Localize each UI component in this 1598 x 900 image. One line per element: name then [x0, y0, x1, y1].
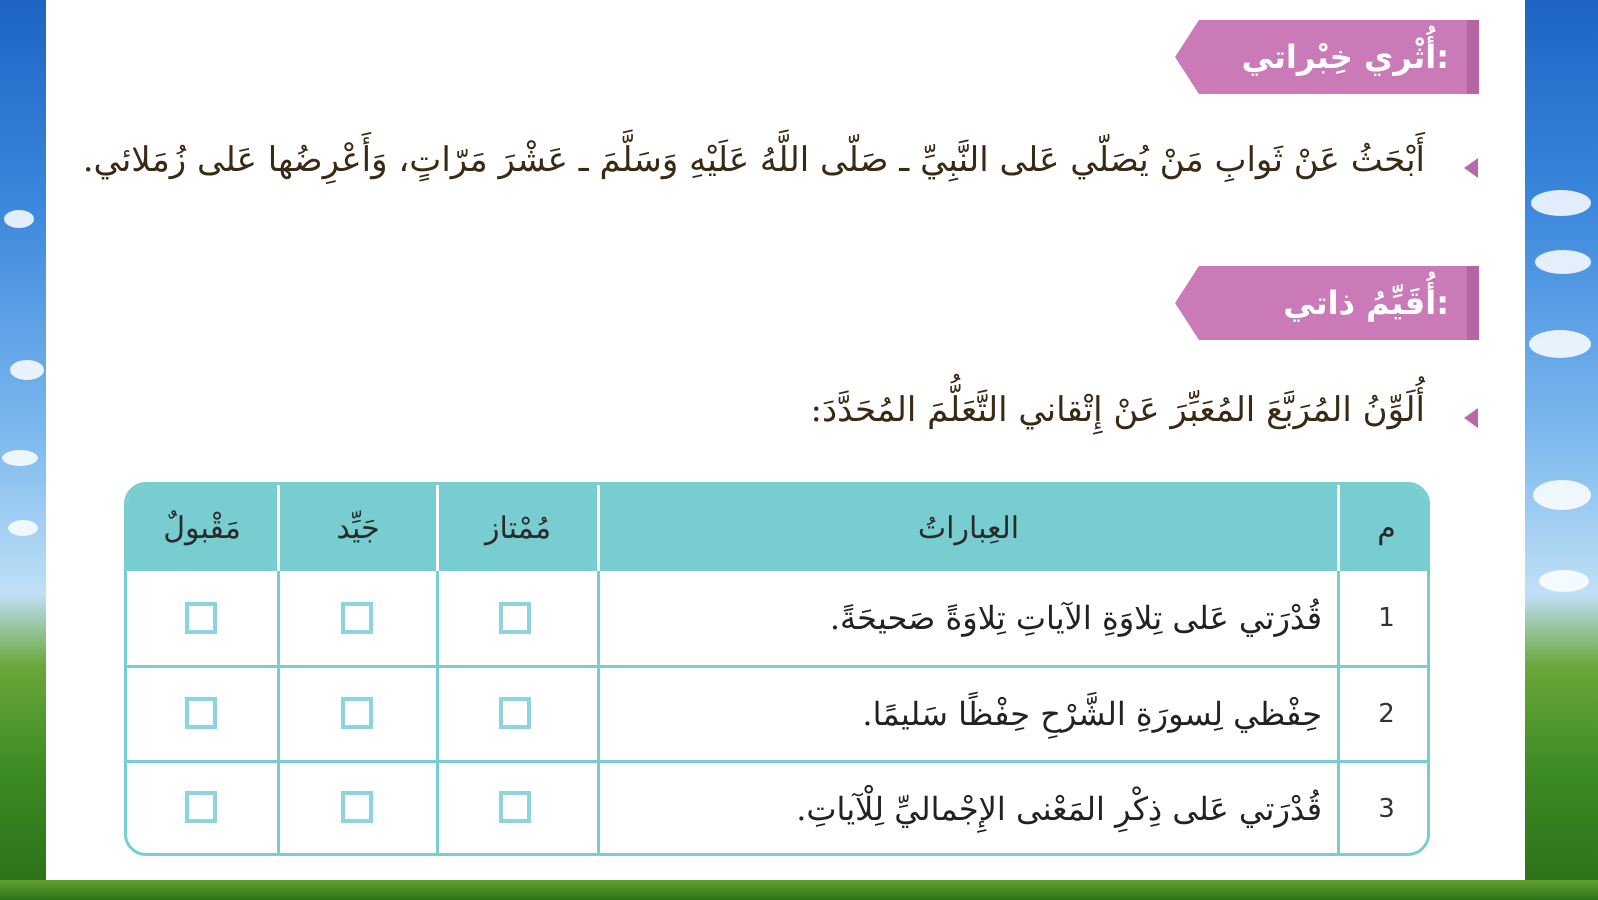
- column-divider: [1337, 485, 1340, 571]
- cloud-decoration: [1533, 480, 1591, 510]
- banner-ornament: [1175, 266, 1235, 340]
- row-number: 3: [1378, 794, 1395, 824]
- statement-text: قُدْرَتي عَلى ذِكْرِ المَعْنى الإِجْماليِّ لِلْآياتِ.: [796, 790, 1322, 828]
- cloud-decoration: [1535, 250, 1591, 274]
- self-assess-instruction: أُلَوِّنُ المُرَبَّعَ المُعَبِّرَ عَنْ إِتْقاني التَّعَلُّمَ المُحَدَّدَ:: [810, 390, 1425, 430]
- section-heading-text: أُقَيِّمُ ذاتي:: [1283, 284, 1449, 322]
- checkbox-good[interactable]: [341, 791, 373, 823]
- bullet-icon: [1464, 408, 1478, 428]
- checkbox-excellent[interactable]: [499, 697, 531, 729]
- background-left-strip: [0, 0, 46, 900]
- column-divider: [436, 485, 439, 571]
- checkbox-acceptable[interactable]: [185, 602, 217, 634]
- cloud-decoration: [10, 360, 44, 380]
- cloud-decoration: [1531, 190, 1591, 216]
- column-divider: [597, 485, 600, 571]
- column-divider: [436, 571, 439, 856]
- banner-ornament: [1175, 20, 1235, 94]
- header-statements: العِباراتُ: [917, 510, 1020, 546]
- header-acceptable: مَقْبولٌ: [163, 510, 241, 546]
- statement-text: قُدْرَتي عَلى تِلاوَةِ الآياتِ تِلاوَةً صَحيحَةً.: [829, 599, 1322, 637]
- bullet-icon: [1464, 158, 1478, 178]
- checkbox-good[interactable]: [341, 602, 373, 634]
- header-excellent: مُمْتاز: [484, 510, 552, 546]
- section-heading-self-assess: [1199, 266, 1479, 340]
- checkbox-good[interactable]: [341, 697, 373, 729]
- section-heading-text: أُثْري خِبْراتي:: [1241, 38, 1449, 76]
- statement-text: حِفْظي لِسورَةِ الشَّرْحِ حِفْظًا سَليمًا.: [862, 695, 1322, 733]
- background-right-strip: [1525, 0, 1598, 900]
- enrich-instruction: أَبْحَثُ عَنْ ثَوابِ مَنْ يُصَلّي عَلى النَّبِيِّ ـ صَلّى اللَّهُ عَلَيْهِ وَسَلَّمَ ـ عَشْرَ مَرّاتٍ، وَأَعْرِضُها عَلى زُمَلائي.: [82, 140, 1425, 180]
- cloud-decoration: [1529, 330, 1591, 358]
- checkbox-excellent[interactable]: [499, 602, 531, 634]
- self-assessment-table: [124, 482, 1430, 856]
- header-good: جَيِّد: [336, 510, 380, 546]
- checkbox-acceptable[interactable]: [185, 791, 217, 823]
- cloud-decoration: [1539, 570, 1589, 592]
- cloud-decoration: [2, 450, 38, 466]
- column-divider: [277, 485, 280, 571]
- cloud-decoration: [8, 520, 38, 536]
- column-divider: [277, 571, 280, 856]
- cloud-decoration: [4, 210, 34, 228]
- background-grass-band: [0, 880, 1598, 900]
- header-num: م: [1377, 510, 1396, 546]
- section-heading-enrich: [1199, 20, 1479, 94]
- row-number: 2: [1378, 699, 1395, 729]
- row-number: 1: [1378, 603, 1395, 633]
- checkbox-acceptable[interactable]: [185, 697, 217, 729]
- checkbox-excellent[interactable]: [499, 791, 531, 823]
